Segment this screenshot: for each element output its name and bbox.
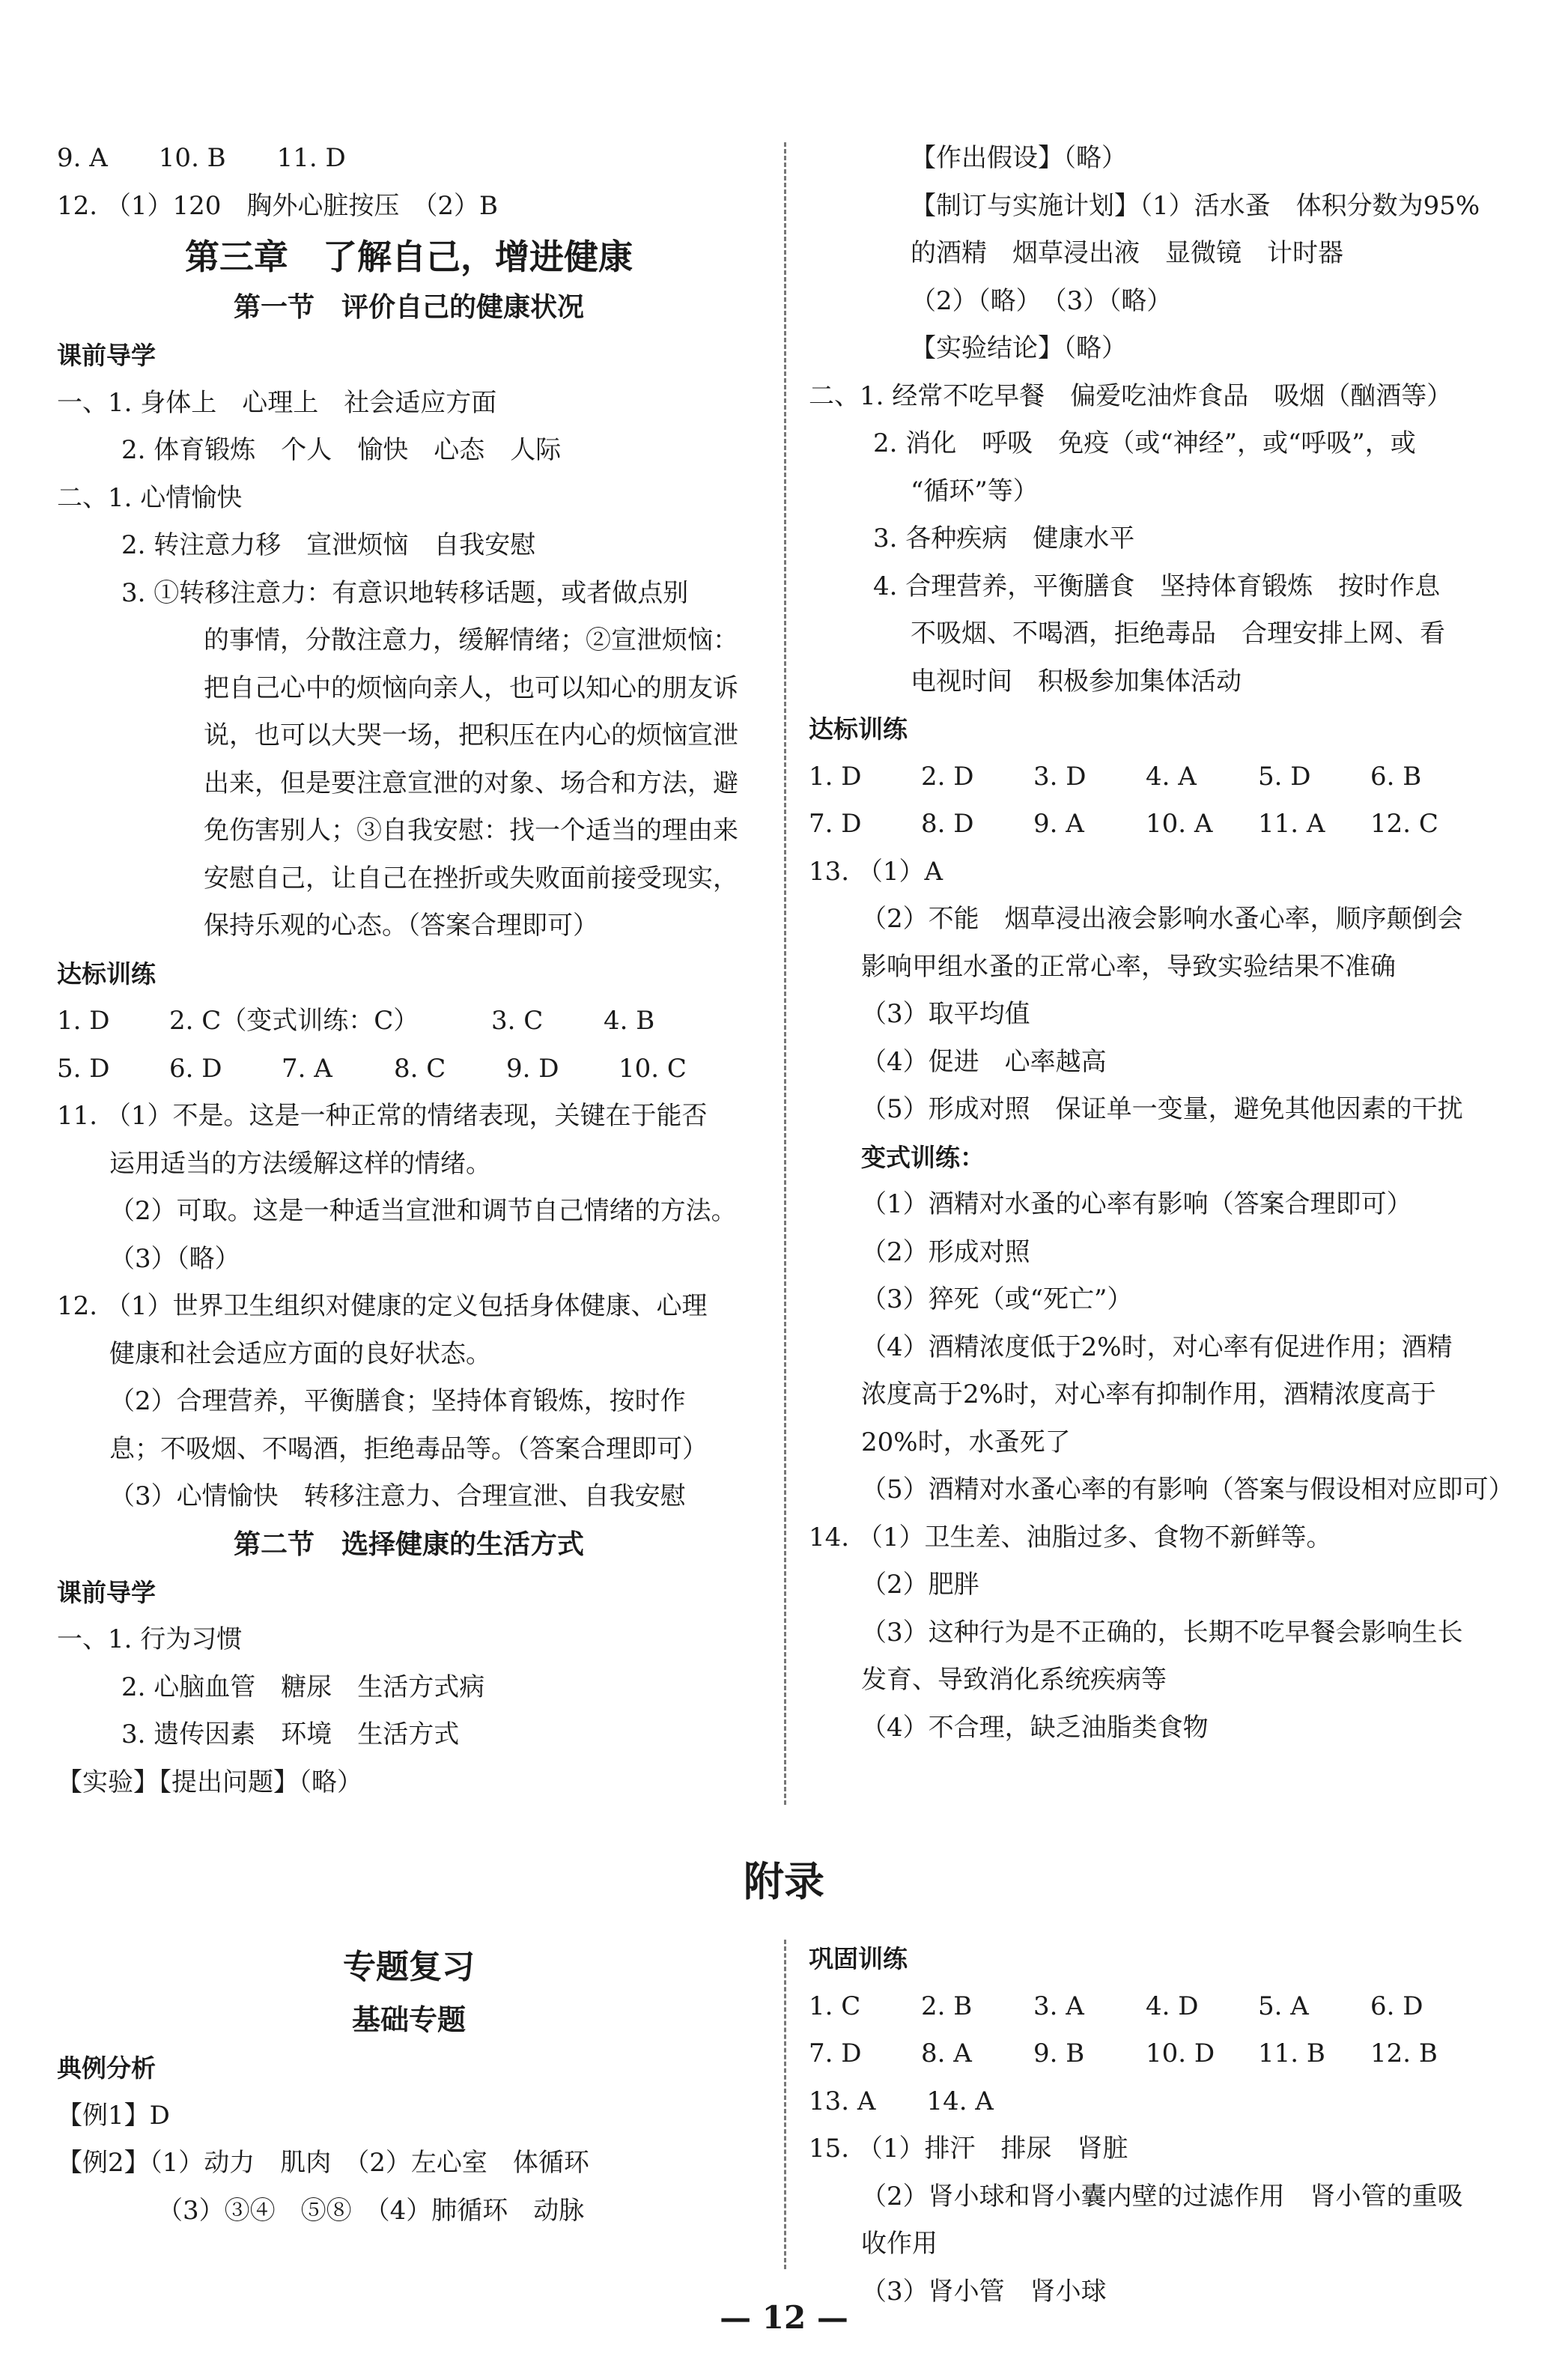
subheading: 课前导学 — [57, 1577, 156, 1607]
answer-cell: 3. D — [1033, 761, 1087, 792]
subheading: 巩固训练 — [809, 1944, 908, 1973]
answer-line: （4）促进 心率越高 — [861, 1046, 1107, 1077]
answer-line: 13. A 14. A — [809, 2086, 994, 2116]
answer-cell: 12. C — [1370, 809, 1438, 839]
answer-line: （2）肥胖 — [861, 1570, 979, 1600]
answer-cell: 6. D — [1370, 1991, 1423, 2021]
answer-line: 电视时间 积极参加集体活动 — [911, 666, 1242, 696]
answer-line: 3. 各种疾病 健康水平 — [873, 523, 1135, 553]
answer-cell: 8. D — [921, 809, 974, 839]
answer-line: （3）③④ ⑤⑧ （4）肺循环 动脉 — [157, 2195, 585, 2226]
answer-cell: 2. C（变式训练：C） — [169, 1006, 419, 1036]
answer-line: 安慰自己，让自己在挫折或失败面前接受现实， — [204, 863, 738, 893]
column-divider — [784, 1940, 786, 2269]
answer-line: （2）肾小球和肾小囊内壁的过滤作用 肾小管的重吸 — [861, 2181, 1463, 2211]
answer-line: （3）心情愉快 转移注意力、合理宣泄、自我安慰 — [109, 1481, 686, 1511]
answer-line: 二、1. 经常不吃早餐 偏爱吃油炸食品 吸烟（酗酒等） — [809, 380, 1453, 411]
answer-cell: 1. D — [809, 761, 862, 792]
answer-cell: 7. D — [809, 2038, 862, 2068]
answer-line: 浓度高于2%时，对心率有抑制作用，酒精浓度高于 — [861, 1379, 1436, 1409]
answer-line: 12. （1）世界卫生组织对健康的定义包括身体健康、心理 — [57, 1291, 708, 1321]
answer-line: 13. （1）A — [809, 856, 943, 887]
answer-line: 把自己心中的烦恼向亲人，也可以知心的朋友诉 — [204, 673, 738, 703]
answer-line: 息；不吸烟、不喝酒，拒绝毒品等。（答案合理即可） — [109, 1433, 708, 1464]
answer-line: 3. 遗传因素 环境 生活方式 — [121, 1719, 460, 1749]
answer-line: 【例1】D — [57, 2100, 170, 2131]
answer-line: （2）形成对照 — [861, 1236, 1030, 1267]
answer-line: 【例2】（1）动力 肌肉 （2）左心室 体循环 — [57, 2148, 589, 2178]
basic-topic-title: 基础专题 — [351, 2003, 466, 2036]
answer-line: 发育、导致消化系统疾病等 — [861, 1665, 1167, 1695]
answer-line: 2. 消化 呼吸 免疫（或“神经”，或“呼吸”，或 — [873, 428, 1416, 458]
answer-cell: 7. D — [809, 809, 862, 839]
chapter-title: 第三章 了解自己，增进健康 — [185, 237, 633, 277]
answer-cell: 5. A — [1258, 1991, 1309, 2021]
answer-line: 【实验】【提出问题】（略） — [57, 1767, 362, 1797]
answer-line: 二、1. 心情愉快 — [57, 482, 243, 513]
answer-line: 一、1. 行为习惯 — [57, 1624, 243, 1654]
answer-line: 2. 体育锻炼 个人 愉快 心态 人际 — [121, 435, 562, 465]
answer-line: 出来，但是要注意宣泄的对象、场合和方法，避 — [204, 768, 738, 798]
answer-cell: 4. B — [604, 1006, 655, 1036]
answer-grid-row — [809, 753, 1513, 801]
answer-cell: 9. B — [1033, 2038, 1085, 2068]
answer-cell: 6. D — [169, 1053, 222, 1084]
answer-cell: 9. A — [1033, 809, 1084, 839]
answer-cell: 11. B — [1258, 2038, 1325, 2068]
answer-cell: 10. A — [1146, 809, 1213, 839]
answer-line: 11. （1）不是。这是一种正常的情绪表现，关键在于能否 — [57, 1101, 708, 1131]
answer-line: （2）合理营养，平衡膳食；坚持体育锻炼，按时作 — [109, 1386, 686, 1416]
subheading: 变式训练： — [861, 1142, 985, 1172]
answer-cell: 2. D — [921, 761, 974, 792]
answer-line: 不吸烟、不喝酒，拒绝毒品 合理安排上网、看 — [911, 619, 1445, 649]
answer-cell: 3. C — [491, 1006, 544, 1036]
lower-left-column — [57, 1935, 761, 2235]
answer-line: 的事情，分散注意力，缓解情绪；②宣泄烦恼： — [204, 625, 738, 655]
answer-cell: 5. D — [57, 1053, 110, 1084]
answer-line: 保持乐观的心态。（答案合理即可） — [204, 911, 598, 941]
answer-line: （3）取平均值 — [861, 999, 1030, 1029]
answer-line: （5）酒精对水蚤心率的有影响（答案与假设相对应即可） — [861, 1475, 1514, 1505]
answer-line: （3）这种行为是不正确的，长期不吃早餐会影响生长 — [861, 1617, 1463, 1648]
answer-line: 免伤害别人；③自我安慰：找一个适当的理由来 — [204, 816, 738, 846]
answer-cell: 4. D — [1146, 1991, 1199, 2021]
answer-line: （3）肾小管 肾小球 — [861, 2276, 1107, 2307]
answer-cell: 1. D — [57, 1006, 110, 1036]
answer-line: 9. A 10. B 11. D — [57, 143, 346, 173]
answer-line: 【制订与实施计划】（1）活水蚤 体积分数为95% — [911, 190, 1480, 221]
answer-cell: 10. C — [619, 1053, 687, 1084]
answer-cell: 10. D — [1146, 2038, 1215, 2068]
lower-right-column — [809, 1935, 1513, 2316]
answer-line: 影响甲组水蚤的正常心率，导致实验结果不准确 — [861, 951, 1396, 982]
answer-line: 4. 合理营养，平衡膳食 坚持体育锻炼 按时作息 — [873, 571, 1441, 601]
answer-line: 3. ①转移注意力：有意识地转移话题，或者做点别 — [121, 577, 689, 608]
answer-line: 12. （1）120 胸外心脏按压 （2）B — [57, 190, 499, 221]
answer-line: （4）不合理，缺乏油脂类食物 — [861, 1712, 1209, 1743]
right-column — [809, 135, 1513, 1752]
answer-cell: 12. B — [1370, 2038, 1438, 2068]
answer-cell: 11. A — [1258, 809, 1325, 839]
subheading: 典例分析 — [57, 2053, 156, 2083]
answer-cell: 2. B — [921, 1991, 973, 2021]
answer-line: （2）（略） （3）（略） — [911, 285, 1173, 316]
answer-line: 健康和社会适应方面的良好状态。 — [109, 1338, 491, 1369]
answer-line: 一、1. 身体上 心理上 社会适应方面 — [57, 387, 497, 418]
answer-line: （1）酒精对水蚤的心率有影响（答案合理即可） — [861, 1189, 1412, 1219]
answer-line: （3）（略） — [109, 1243, 240, 1274]
answer-line: 14. （1）卫生差、油脂过多、食物不新鲜等。 — [809, 1522, 1332, 1552]
answer-line: （2）可取。这是一种适当宣泄和调节自己情绪的方法。 — [109, 1196, 737, 1226]
section-title: 第一节 评价自己的健康状况 — [233, 292, 584, 323]
answer-line: 收作用 — [861, 2229, 938, 2259]
answer-cell: 4. A — [1146, 761, 1197, 792]
answer-grid-row — [809, 2030, 1513, 2078]
topic-review-title: 专题复习 — [343, 1948, 475, 1986]
answer-cell: 5. D — [1258, 761, 1311, 792]
section-title: 第二节 选择健康的生活方式 — [233, 1528, 584, 1560]
answer-cell: 7. A — [282, 1053, 332, 1084]
page-number: — 12 — — [720, 2299, 848, 2336]
subheading: 达标训练 — [809, 714, 908, 744]
answer-cell: 1. C — [809, 1991, 861, 2021]
answer-cell: 8. A — [921, 2038, 972, 2068]
answer-line: 运用适当的方法缓解这样的情绪。 — [109, 1148, 491, 1179]
answer-cell: 8. C — [394, 1053, 446, 1084]
answer-line: 的酒精 烟草浸出液 显微镜 计时器 — [911, 238, 1343, 268]
answer-line: （2）不能 烟草浸出液会影响水蚤心率，顺序颠倒会 — [861, 904, 1463, 934]
answer-cell: 9. D — [506, 1053, 559, 1084]
answer-cell: 3. A — [1033, 1991, 1084, 2021]
answer-line: 20%时，水蚤死了 — [861, 1427, 1071, 1457]
answer-grid-row — [809, 1983, 1513, 2031]
answer-line: “循环”等） — [911, 476, 1039, 506]
answer-line: （5）形成对照 保证单一变量，避免其他因素的干扰 — [861, 1094, 1463, 1124]
appendix-title: 附录 — [744, 1857, 824, 1905]
answer-grid-row — [809, 801, 1513, 849]
subheading: 课前导学 — [57, 341, 156, 370]
answer-line: 【实验结论】（略） — [911, 333, 1127, 363]
answer-line: 2. 转注意力移 宣泄烦恼 自我安慰 — [121, 530, 536, 560]
left-column — [57, 135, 761, 1806]
answer-line: 15. （1）排汗 排尿 肾脏 — [809, 2134, 1128, 2164]
column-divider — [784, 142, 786, 1805]
answer-line: 【作出假设】（略） — [911, 143, 1127, 173]
answer-grid-row — [57, 998, 761, 1045]
answer-grid-row — [57, 1045, 761, 1093]
answer-line: 2. 心脑血管 糖尿 生活方式病 — [121, 1672, 485, 1702]
answer-line: （3）猝死（或“死亡”） — [861, 1284, 1133, 1314]
answer-line: （4）酒精浓度低于2%时，对心率有促进作用；酒精 — [861, 1332, 1453, 1362]
subheading: 达标训练 — [57, 959, 156, 989]
answer-line: 说，也可以大哭一场，把积压在内心的烦恼宣泄 — [204, 720, 738, 750]
answer-cell: 6. B — [1370, 761, 1422, 792]
